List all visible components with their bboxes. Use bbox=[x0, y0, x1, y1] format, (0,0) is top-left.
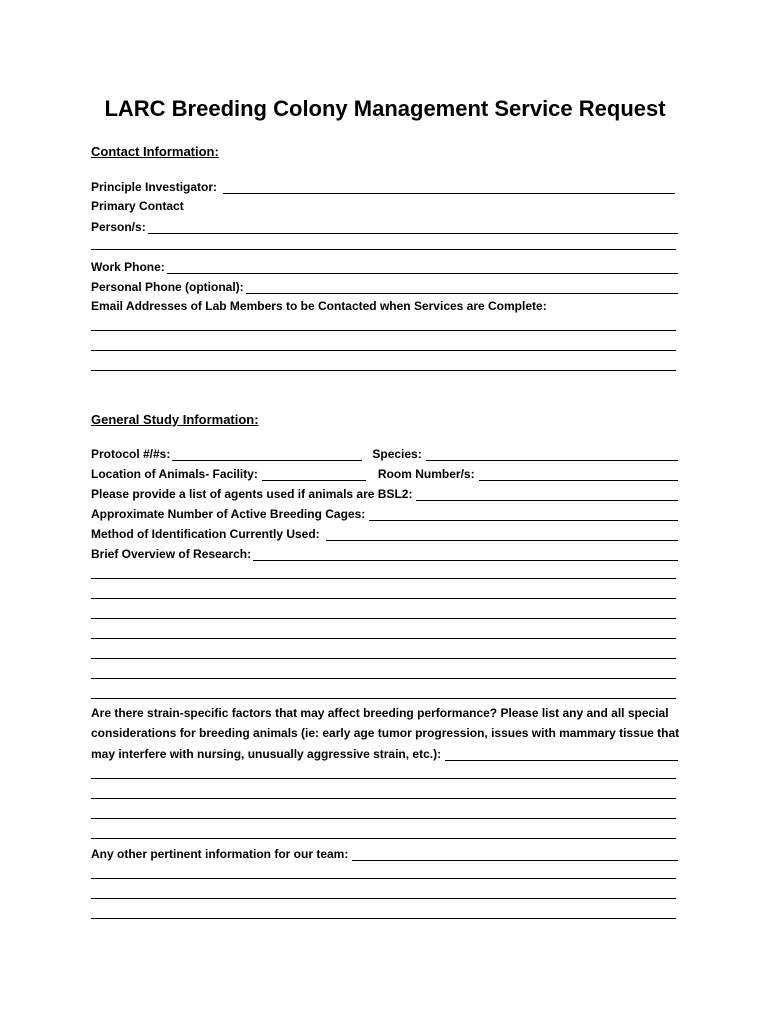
bsl2-input-line[interactable] bbox=[416, 488, 678, 501]
bsl2-field-row bbox=[91, 485, 678, 501]
location-input-line[interactable] bbox=[262, 468, 366, 481]
cages-input-line[interactable] bbox=[369, 508, 678, 521]
overview-field-row bbox=[91, 545, 678, 561]
overview-input-line-8[interactable] bbox=[91, 698, 676, 699]
strain-input-line-4[interactable] bbox=[91, 818, 676, 819]
personal-phone-label: Personal Phone (optional): bbox=[91, 280, 244, 294]
other-input-line-4[interactable] bbox=[91, 918, 676, 919]
identification-label: Method of Identification Currently Used: bbox=[91, 527, 320, 541]
overview-input-line-4[interactable] bbox=[91, 618, 676, 619]
room-label: Room Number/s: bbox=[377, 467, 475, 481]
page-title: LARC Breeding Colony Management Service Request bbox=[104, 96, 666, 121]
strain-input-line-3[interactable] bbox=[91, 798, 676, 799]
pi-label: Principle Investigator: bbox=[91, 180, 218, 194]
work-phone-input-line[interactable] bbox=[167, 261, 678, 274]
identification-field-row bbox=[91, 525, 678, 541]
strain-question-line-2: considerations for breeding animals (ie: early age tumor progression, issues with mammary tissue that bbox=[91, 726, 680, 740]
email-input-line-1[interactable] bbox=[91, 330, 676, 331]
overview-input-line-7[interactable] bbox=[91, 678, 676, 679]
other-input-line-3[interactable] bbox=[91, 898, 676, 899]
pi-input-line[interactable] bbox=[223, 181, 675, 194]
personal-phone-input-line[interactable] bbox=[246, 281, 678, 294]
other-input-line[interactable] bbox=[352, 848, 678, 861]
other-label: Any other pertinent information for our team: bbox=[91, 847, 349, 861]
strain-question-line-3: may interfere with nursing, unusually aggressive strain, etc.): bbox=[91, 747, 442, 761]
persons-input-line[interactable] bbox=[148, 221, 678, 234]
strain-input-line-5[interactable] bbox=[91, 838, 676, 839]
personal-phone-field-row bbox=[91, 278, 678, 294]
persons-label: Person/s: bbox=[91, 220, 146, 234]
primary-contact-label: Primary Contact bbox=[91, 199, 184, 213]
strain-input-line-2[interactable] bbox=[91, 778, 676, 779]
persons-field-row bbox=[91, 218, 678, 234]
study-section-heading: General Study Information: bbox=[91, 412, 259, 427]
work-phone-field-row bbox=[91, 258, 678, 274]
protocol-label: Protocol #/#s: bbox=[91, 447, 171, 461]
overview-input-line[interactable] bbox=[253, 548, 678, 561]
protocol-input-line[interactable] bbox=[172, 448, 362, 461]
overview-input-line-2[interactable] bbox=[91, 578, 676, 579]
cages-label: Approximate Number of Active Breeding Cages: bbox=[91, 507, 366, 521]
overview-input-line-3[interactable] bbox=[91, 598, 676, 599]
overview-label: Brief Overview of Research: bbox=[91, 547, 252, 561]
strain-question-line-1: Are there strain-specific factors that may affect breeding performance? Please list any and all special bbox=[91, 706, 669, 720]
room-input-line[interactable] bbox=[479, 468, 678, 481]
contact-section-heading: Contact Information: bbox=[91, 144, 219, 159]
other-field-row bbox=[91, 845, 678, 861]
persons-input-line-2[interactable] bbox=[91, 249, 676, 250]
overview-input-line-5[interactable] bbox=[91, 638, 676, 639]
other-input-line-2[interactable] bbox=[91, 878, 676, 879]
email-input-line-3[interactable] bbox=[91, 370, 676, 371]
cages-field-row bbox=[91, 505, 678, 521]
bsl2-label: Please provide a list of agents used if animals are BSL2: bbox=[91, 487, 413, 501]
strain-input-line[interactable] bbox=[445, 748, 678, 761]
email-label: Email Addresses of Lab Members to be Contacted when Services are Complete: bbox=[91, 299, 547, 313]
species-input-line[interactable] bbox=[426, 448, 678, 461]
pi-field-row bbox=[91, 178, 678, 194]
identification-input-line[interactable] bbox=[326, 528, 678, 541]
protocol-species-row bbox=[91, 445, 678, 461]
location-room-row bbox=[91, 465, 678, 481]
work-phone-label: Work Phone: bbox=[91, 260, 165, 274]
species-label: Species: bbox=[372, 447, 422, 461]
email-input-line-2[interactable] bbox=[91, 350, 676, 351]
strain-field-row bbox=[91, 745, 678, 761]
location-label: Location of Animals- Facility: bbox=[91, 467, 258, 481]
overview-input-line-6[interactable] bbox=[91, 658, 676, 659]
